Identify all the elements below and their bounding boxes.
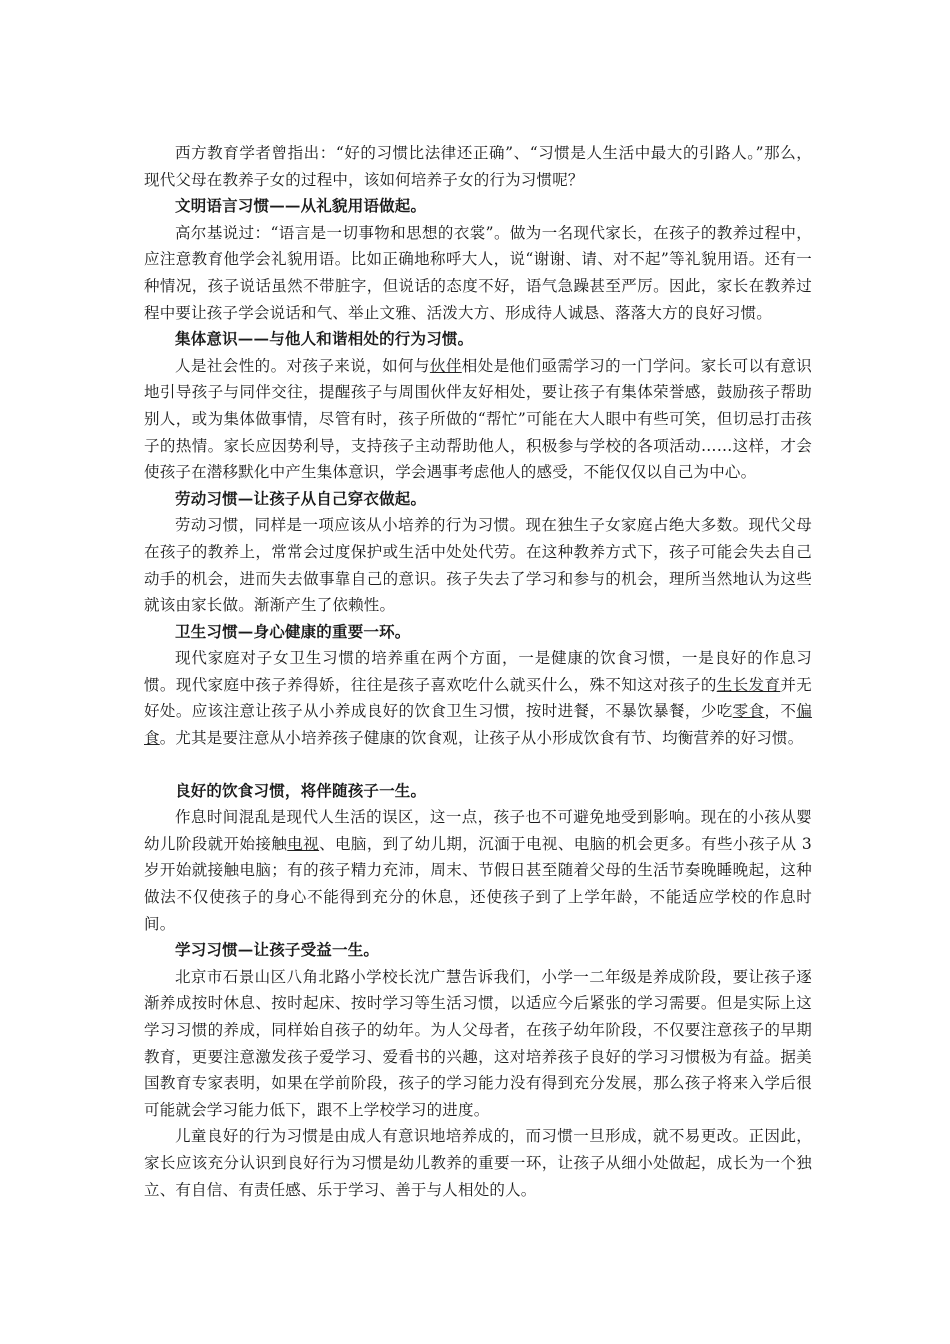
section-heading-labor: 劳动习惯—让孩子从自己穿衣做起。 xyxy=(175,488,427,508)
section-heading-civil-language: 文明语言习惯——从礼貌用语做起。 xyxy=(175,196,427,216)
text-run: 、电脑，到了幼儿期，沉湎于电视、电脑的机会更多。有些小孩子从 3 岁开始就接触电脑；有的孩子精力充沛，周末、节假日甚至随着父母的生活节奏晚睡晚起，这种做法不仅使孩子的身心不能得到充分的休息，还使孩子到了上学年龄，不能适应学校的作息时间。 xyxy=(144,834,812,933)
text-run: ，不 xyxy=(764,702,797,721)
section-body-hygiene xyxy=(144,645,812,751)
section-heading-hygiene: 卫生习惯—身心健康的重要一环。 xyxy=(175,621,411,641)
link-growth[interactable]: 生长发育 xyxy=(716,675,781,694)
section-heading-study: 学习习惯—让孩子受益一生。 xyxy=(175,940,380,960)
text-run: 作息时间混乱是现代人生活的误区，这一点，孩子也不可避免地受到影响。现在的小孩从婴幼儿阶段就开始接触 xyxy=(144,808,812,853)
link-snacks[interactable]: 零食 xyxy=(732,702,765,721)
section-body-diet xyxy=(144,804,812,937)
document-page xyxy=(144,140,812,1203)
section-body-study: 北京市石景山区八角北路小学校长沈广慧告诉我们，小学一二年级是养成阶段，要让孩子逐渐养成按时休息、按时起床、按时学习等生活习惯，以适应今后紧张的学习需要。但是实际上这学习习惯的养成，同样始自孩子的幼年。为人父母者，在孩子幼年阶段，不仅要注意孩子的早期教育，更要注意激发孩子爱学习、爱看书的兴趣，这对培养孩子良好的学习习惯极为有益。据美国教育专家表明，如果在学前阶段，孩子的学习能力没有得到充分发展，那么孩子将来入学后很可能就会学习能力低下，跟不上学校学习的进度。 xyxy=(144,967,812,1119)
text-run: 人是社会性的。对孩子来说，如何与 xyxy=(175,356,430,375)
link-partner[interactable]: 伙伴 xyxy=(429,356,462,375)
text-run: 。尤其是要注意从小培养孩子健康的饮食观，让孩子从小形成饮食有节、均衡营养的好习惯。 xyxy=(159,729,804,748)
conclusion-paragraph: 儿童良好的行为习惯是由成人有意识地培养成的，而习惯一旦形成，就不易更改。正因此，家长应该充分认识到良好行为习惯是幼儿教养的重要一环，让孩子从细小处做起，成长为一个独立、有自信、有责任感、乐于学习、善于与人相处的人。 xyxy=(144,1127,812,1199)
section-body-civil-language: 高尔基说过：“语言是一切事物和思想的衣裳”。做为一名现代家长，在孩子的教养过程中，应注意教育他学会礼貌用语。比如正确地称呼大人，说“谢谢、请、对不起”等礼貌用语。还有一种情况，孩子说话虽然不带脏字，但说话的态度不好，语气急躁甚至严厉。因此，家长在教养过程中要让孩子学会说话和气、举止文雅、活泼大方、形成待人诚恳、落落大方的良好习惯。 xyxy=(144,223,812,322)
text-run: 现代家庭对子女卫生习惯的培养重在两个方面，一是健康的饮食习惯，一是良好的作息习惯。现代家庭中孩子养得娇，往往是孩子喜欢吃什么就买什么，殊不知这对孩子的 xyxy=(144,649,812,694)
text-run: 并无好处。应该注意让孩子从小养成良好的饮食卫生习惯，按时进餐，不暴饮暴餐，少吃 xyxy=(144,675,812,721)
section-body-collective xyxy=(144,353,812,486)
section-heading-collective: 集体意识——与他人和谐相处的行为习惯。 xyxy=(175,329,474,349)
section-heading-diet: 良好的饮食习惯，将伴随孩子一生。 xyxy=(175,780,427,800)
section-body-labor: 劳动习惯，同样是一项应该从小培养的行为习惯。现在独生子女家庭占绝大多数。现代父母在孩子的教养上，常常会过度保护或生活中处处代劳。在这种教养方式下，孩子可能会失去自己动手的机会，进而失去做事靠自己的意识。孩子失去了学习和参与的机会，理所当然地认为这些就该由家长做。渐渐产生了依赖性。 xyxy=(144,516,812,615)
blank-line xyxy=(144,752,812,778)
intro-paragraph: 西方教育学者曾指出：“好的习惯比法律还正确”、“习惯是人生活中最大的引路人。”那么，现代父母在教养子女的过程中，该如何培养子女的行为习惯呢？ xyxy=(144,144,812,189)
link-tv[interactable]: 电视 xyxy=(287,834,320,853)
link-picky-eating[interactable]: 偏食 xyxy=(144,702,813,748)
text-run: 相处是他们亟需学习的一门学问。家长可以有意识地引导孩子与同伴交往，提醒孩子与周围伙伴友好相处，要让孩子有集体荣誉感，鼓励孩子帮助别人，或为集体做事情，尽管有时，孩子所做的“帮忙”可能在大人眼中有些可笑，但切忌打击孩子的热情。家长应因势利导，支持孩子主动帮助他人，积极参与学校的各项活动……这样，才会使孩子在潜移默化中产生集体意识，学会遇事考虑他人的感受，不能仅仅以自己为中心。 xyxy=(144,356,813,482)
